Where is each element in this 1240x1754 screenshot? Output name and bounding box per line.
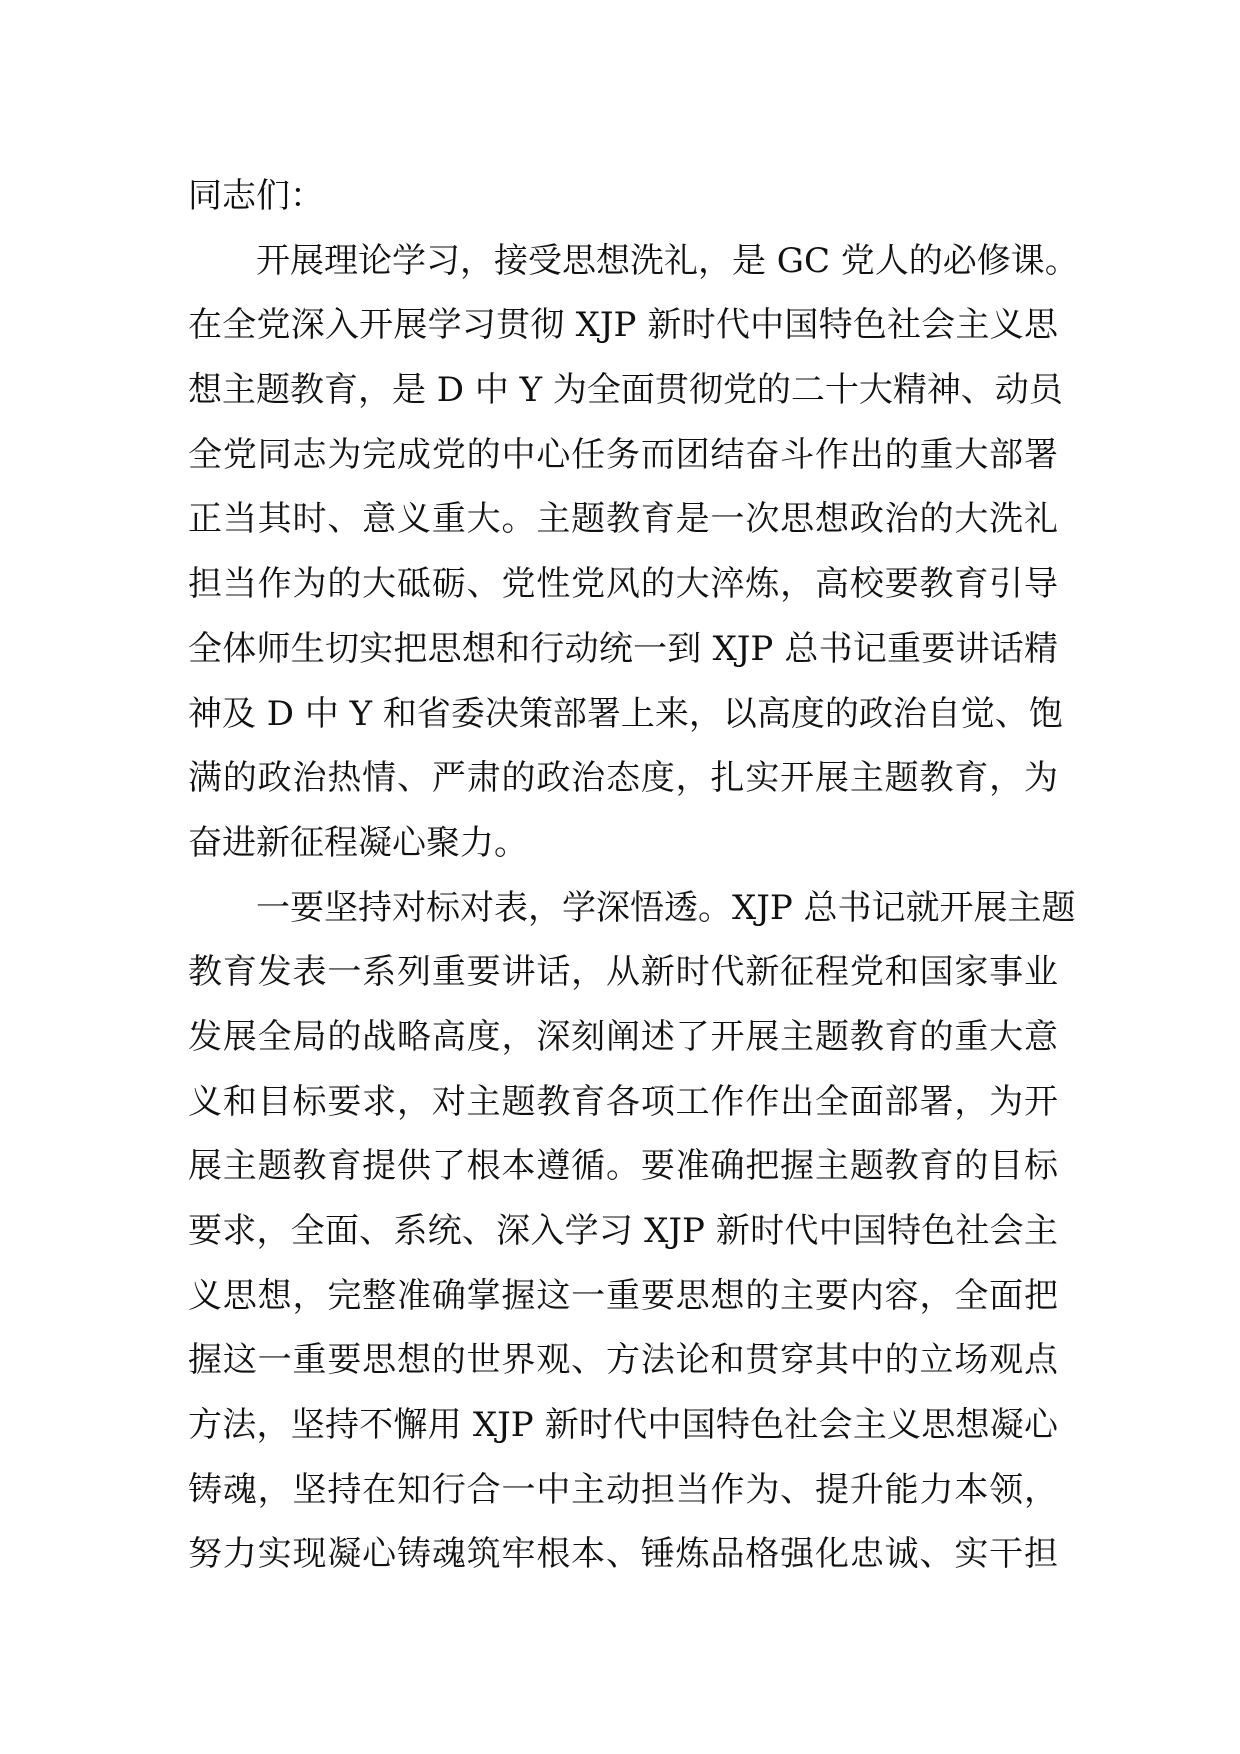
paragraph-2-line-2: 教育发表一系列重要讲话，从新时代新征程党和国家事业	[188, 952, 1058, 993]
paragraph-2-line-8: 握这一重要思想的世界观、方法论和贯穿其中的立场观点	[188, 1340, 1058, 1381]
paragraph-2-line-9: 方法，坚持不懈用 XJP 新时代中国特色社会主义思想凝心	[188, 1405, 1058, 1446]
paragraph-1-line-1: 开展理论学习，接受思想洗礼，是 GC 党人的必修课。	[256, 240, 1079, 281]
paragraph-1-line-3: 想主题教育，是 D 中 Y 为全面贯彻党的二十大精神、动员	[188, 370, 1063, 411]
salutation-line: 同志们：	[188, 176, 324, 216]
paragraph-1-line-9: 满的政治热情、严肃的政治态度，扎实开展主题教育，为	[188, 758, 1058, 799]
paragraph-2-line-4: 义和目标要求，对主题教育各项工作作出全面部署，为开	[188, 1081, 1058, 1122]
paragraph-2-line-7: 义思想，完整准确掌握这一重要思想的主要内容，全面把	[188, 1275, 1058, 1316]
paragraph-1-line-2: 在全党深入开展学习贯彻 XJP 新时代中国特色社会主义思	[188, 305, 1058, 346]
paragraph-2-line-5: 展主题教育提供了根本遵循。要准确把握主题教育的目标	[188, 1146, 1058, 1187]
body-text	[188, 164, 1079, 1587]
paragraph-2-line-11: 努力实现凝心铸魂筑牢根本、锤炼品格强化忠诚、实干担	[188, 1534, 1058, 1575]
paragraph-2-line-3: 发展全局的战略高度，深刻阐述了开展主题教育的重大意	[188, 1016, 1058, 1057]
paragraph-2-line-10: 铸魂，坚持在知行合一中主动担当作为、提升能力本领，	[188, 1469, 1058, 1510]
paragraph-1-line-5: 正当其时、意义重大。主题教育是一次思想政治的大洗礼	[188, 499, 1058, 540]
paragraph-2-line-1: 一要坚持对标对表，学深悟透。XJP 总书记就开展主题	[256, 887, 1076, 928]
paragraph-1-line-6: 担当作为的大砥砺、党性党风的大淬炼，高校要教育引导	[188, 564, 1058, 605]
paragraph-1-line-8: 神及 D 中 Y 和省委决策部署上来，以高度的政治自觉、饱	[188, 693, 1063, 734]
paragraph-2-line-6: 要求，全面、系统、深入学习 XJP 新时代中国特色社会主	[188, 1211, 1058, 1251]
paragraph-1-line-7: 全体师生切实把思想和行动统一到 XJP 总书记重要讲话精	[188, 628, 1058, 669]
paragraph-1-line-10: 奋进新征程凝心聚力。	[188, 822, 528, 863]
paragraph-1-line-4: 全党同志为完成党的中心任务而团结奋斗作出的重大部署	[188, 434, 1058, 475]
